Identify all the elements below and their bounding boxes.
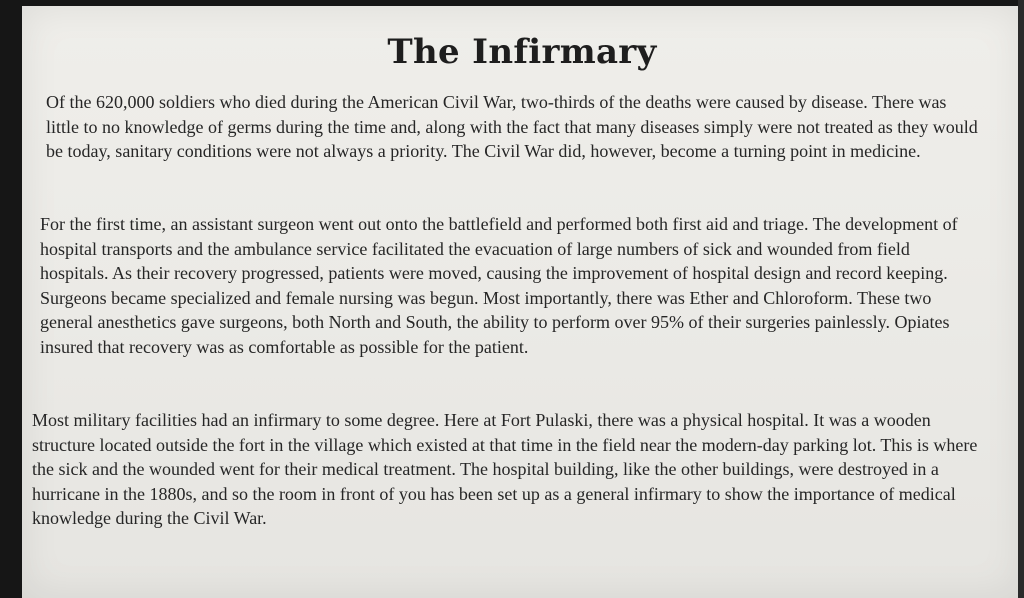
infirmary-sign — [22, 6, 1022, 598]
sign-edge-shadow — [1018, 0, 1024, 598]
sign-paragraph-1: Of the 620,000 soldiers who died during the American Civil War, two-thirds of the deaths were caused by disease. There was little to no knowledge of germs during the time and, along with the fact that many diseases simply were not treated as they would be today, sanitary conditions were not always a priority. The Civil War did, however, become a turning point in medicine. — [46, 92, 978, 161]
sign-paragraph-3: Most military facilities had an infirmary to some degree. Here at Fort Pulaski, there was a physical hospital. It was a wooden structure located outside the fort in the village which existed at that time in the field near the modern-day parking lot. This is where the sick and the wounded went for their medical treatment. The hospital building, like the other buildings, were destroyed in a hurricane in the 1880s, and so the room in front of you has been set up as a general infirmary to show the importance of medical knowledge during the Civil War. — [32, 410, 978, 528]
sign-title: The Infirmary — [387, 32, 657, 72]
sign-paragraph-2: For the first time, an assistant surgeon went out onto the battlefield and performed both first aid and triage. The development of hospital transports and the ambulance service facilitated the evacuation of large numbers of sick and wounded from field hospitals. As their recovery progressed, patients were moved, causing the improvement of hospital design and record keeping. Surgeons became specialized and female nursing was begun. Most importantly, there was Ether and Chloroform. These two general anesthetics gave surgeons, both North and South, the ability to perform over 95% of their surgeries painlessly. Opiates insured that recovery was as comfortable as possible for the patient. — [40, 214, 958, 357]
